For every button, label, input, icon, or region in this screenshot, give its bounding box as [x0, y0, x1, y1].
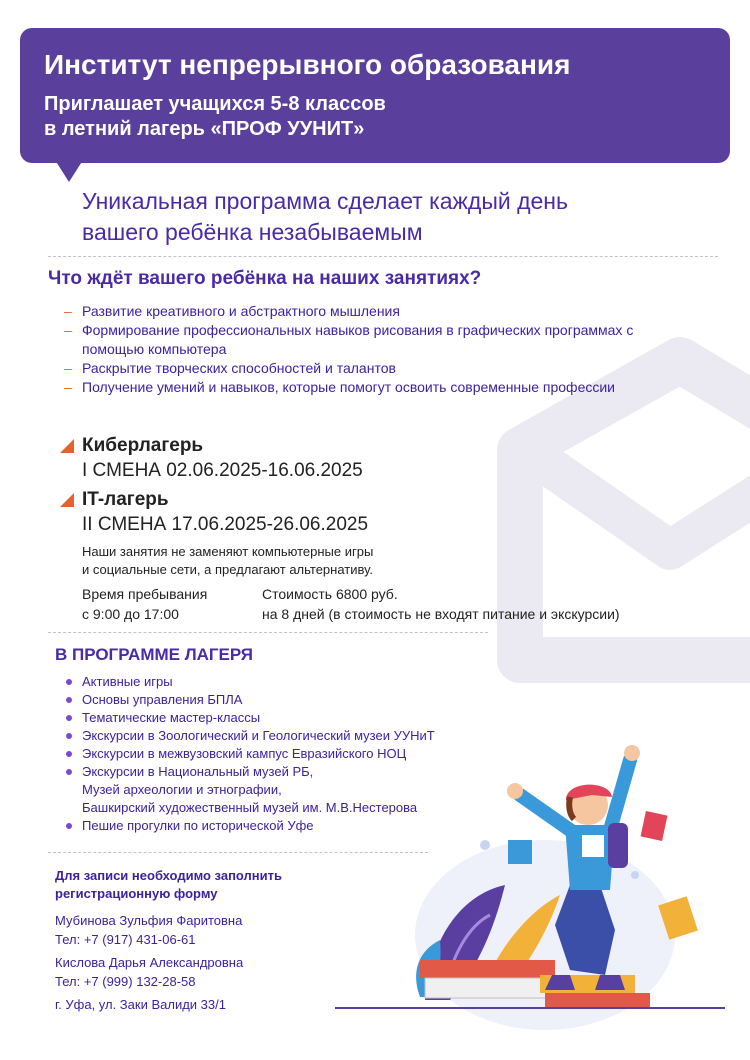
camp-cyber — [60, 434, 700, 484]
museum-line-3: Башкирский художественный музей им. М.В.Нестерова — [82, 800, 418, 815]
divider — [48, 632, 488, 633]
camp-name-row — [60, 488, 700, 512]
museum-line-1: Экскурсии в Национальный музей РБ, — [82, 764, 314, 779]
list-item: Основы управления БПЛА — [64, 691, 524, 709]
list-item: Экскурсии в межвузовский кампус Евразийского НОЦ — [64, 745, 524, 763]
invitation-line-2: в летний лагерь «ПРОФ УУНИТ» — [44, 118, 365, 140]
triangle-marker-icon — [60, 439, 74, 453]
student-illustration — [330, 735, 730, 1035]
contact-name: Мубинова Зульфия Фаритовна — [55, 913, 243, 928]
institute-title: Институт непрерывного образования — [44, 49, 571, 80]
program-title: В ПРОГРАММЕ ЛАГЕРЯ — [55, 645, 254, 664]
invitation-line-1: Приглашает учащихся 5-8 классов — [44, 93, 386, 115]
tagline-line-2: вашего ребёнка незабываемым — [82, 219, 423, 245]
list-item: Пешие прогулки по исторической Уфе — [64, 817, 524, 835]
camp-dates: I СМЕНА 02.06.2025-16.06.2025 — [82, 460, 363, 481]
list-item: – Формирование профессиональных навыков рисования в графических программах с помощью компьютера — [64, 321, 664, 359]
camp-name: Киберлагерь — [82, 435, 204, 456]
tagline-line-1: Уникальная программа сделает каждый день — [82, 188, 568, 214]
museum-line-2: Музей археологии и этнографии, — [82, 782, 282, 797]
benefits-list — [64, 302, 664, 397]
stay-time-label: Время пребывания — [82, 586, 208, 602]
camp-name-row — [60, 434, 700, 458]
triangle-marker-icon — [60, 493, 74, 507]
registration-line-2: регистрационную форму — [55, 886, 218, 901]
list-item: Активные игры — [64, 673, 524, 691]
price-note: на 8 дней (в стоимость не входят питание и экскурсии) — [262, 606, 620, 622]
contact-name: Кислова Дарья Александровна — [55, 955, 244, 970]
note-line-1: Наши занятия не заменяют компьютерные игры — [82, 544, 374, 559]
list-item: – Развитие креативного и абстрактного мышления — [64, 302, 664, 321]
registration-text — [55, 867, 282, 903]
camp-name: IT-лагерь — [82, 489, 169, 510]
list-item: Тематические мастер-классы — [64, 709, 524, 727]
list-item: – Получение умений и навыков, которые помогут освоить современные профессии — [64, 378, 664, 397]
note-text — [82, 543, 373, 579]
contact-phone: Тел: +7 (999) 132-28-58 — [55, 974, 196, 989]
divider — [48, 256, 718, 257]
contact-phone: Тел: +7 (917) 431-06-61 — [55, 932, 196, 947]
list-item: Экскурсии в Зоологический и Геологический музеи УУНиТ — [64, 727, 524, 745]
camp-it — [60, 488, 700, 538]
registration-line-1: Для записи необходимо заполнить — [55, 868, 283, 883]
price-value: Стоимость 6800 руб. — [262, 586, 398, 602]
address: г. Уфа, ул. Заки Валиди 33/1 — [55, 997, 226, 1012]
stay-time — [82, 584, 207, 624]
price — [262, 584, 620, 624]
list-item: – Раскрытие творческих способностей и талантов — [64, 359, 664, 378]
contacts — [55, 911, 243, 1014]
tagline — [82, 186, 722, 248]
stay-time-value: с 9:00 до 17:00 — [82, 606, 179, 622]
note-line-2: и социальные сети, а предлагают альтернативу. — [82, 562, 373, 577]
banner-speech-tail — [55, 160, 83, 182]
benefits-title: Что ждёт вашего ребёнка на наших занятиях? — [48, 268, 482, 289]
header-banner — [20, 28, 730, 163]
invitation-text — [44, 92, 706, 142]
camp-dates: II СМЕНА 17.06.2025-26.06.2025 — [82, 514, 369, 535]
